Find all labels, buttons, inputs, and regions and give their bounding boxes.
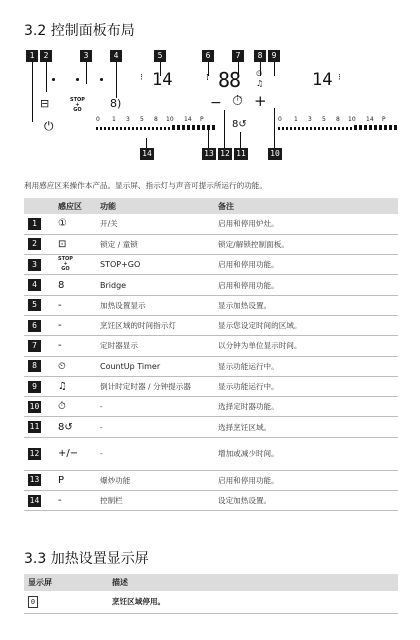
callout-2: 2: [40, 50, 52, 62]
sensor-symbol-cell: [54, 417, 96, 437]
function-cell: 烹饪区域的时间指示灯: [96, 315, 214, 335]
callout-12: 12: [218, 148, 232, 160]
bridge-icon: 8︎): [110, 97, 122, 110]
function-cell: 加热设置显示: [96, 295, 214, 315]
row-number-badge: 10: [29, 401, 40, 411]
row-number-cell: [24, 315, 54, 335]
callout-14: 14: [140, 148, 154, 160]
table-row: [24, 591, 398, 613]
stop-go-icon: STOP + GO: [70, 97, 85, 113]
sensor-symbol-icon: +/−: [58, 448, 79, 460]
sensor-symbol-icon: ⏱: [58, 401, 66, 413]
row-number-badge: 4: [28, 279, 41, 291]
table-row: [24, 275, 398, 295]
sensor-symbol-cell: [54, 356, 96, 376]
note-cell: 增加或减少时间。: [214, 437, 398, 470]
sensor-symbol-cell: [54, 295, 96, 315]
sensor-symbol-icon: ♫: [58, 381, 67, 393]
sensor-symbol-icon: 8↺: [58, 421, 73, 433]
left-zone-dot-icon: ⁝: [140, 73, 143, 83]
sensor-symbol-cell: [54, 315, 96, 335]
sensor-symbol-icon: 8: [58, 279, 65, 291]
row-number-badge: 3: [28, 259, 41, 271]
sensor-symbol-icon: ①: [58, 218, 67, 230]
table-row: [24, 214, 398, 234]
table-row: [24, 376, 398, 396]
callout-11: 11: [234, 148, 248, 160]
note-cell: 启用和停用功能。: [214, 275, 398, 295]
col-note: 备注: [214, 198, 398, 214]
table-row: [24, 356, 398, 376]
plus-icon: +: [254, 92, 267, 110]
sensor-symbol-icon: ⊡: [58, 238, 67, 250]
countup-timer-icon: ⏲: [256, 69, 263, 78]
left-control-bar: 0 1 3 5 8 10 14 P: [96, 116, 224, 136]
col-desc: 描述: [108, 574, 398, 591]
note-cell: 显示功能运行中。: [214, 356, 398, 376]
callout-8: 8: [254, 50, 266, 62]
control-panel-diagram: [22, 48, 398, 160]
row-number-badge: 9: [28, 381, 41, 393]
sensor-symbol-icon: -: [58, 340, 62, 352]
right-zone-display: 14: [312, 70, 333, 90]
row-number-badge: 1: [28, 218, 41, 230]
sensor-symbol-icon: STOP + GO: [58, 256, 73, 273]
table-row: [24, 470, 398, 490]
row-number-cell: [24, 470, 54, 490]
power-icon: ⏻: [44, 119, 54, 133]
note-cell: 以分钟为单位显示时间。: [214, 336, 398, 356]
function-cell: -: [96, 417, 214, 437]
col-function: 功能: [96, 198, 214, 214]
function-cell: STOP+GO: [96, 255, 214, 275]
intro-text: 利用感应区来操作本产品。显示屏、指示灯与声音可提示所运行的功能。: [24, 181, 267, 190]
table-row: [24, 437, 398, 470]
callout-3: 3: [80, 50, 92, 62]
sensor-symbol-icon: P: [58, 474, 65, 486]
row-number-cell: [24, 336, 54, 356]
sensor-symbol-icon: -: [58, 299, 62, 311]
note-cell: 显示您设定时间的区域。: [214, 315, 398, 335]
row-number-badge: 13: [29, 475, 40, 485]
table-row: [24, 255, 398, 275]
right-control-bar: 0 1 3 5 8 10 14 P: [278, 116, 406, 136]
callout-7: 7: [232, 50, 244, 62]
callout-10: 10: [268, 148, 282, 160]
callout-13: 13: [202, 148, 216, 160]
function-cell: Bridge: [96, 275, 214, 295]
sensor-symbol-icon: ⏲: [58, 360, 66, 372]
row-number-badge: 7: [28, 340, 41, 352]
control-table: [24, 198, 398, 511]
sensor-symbol-icon: -: [58, 320, 62, 332]
function-cell: 控制栏: [96, 491, 214, 511]
function-cell: 爆炒功能: [96, 470, 214, 490]
table-row: [24, 417, 398, 437]
sensor-symbol-cell: [54, 491, 96, 511]
table-row: [24, 336, 398, 356]
sensor-symbol-cell: [54, 336, 96, 356]
row-number-badge: 12: [29, 448, 40, 458]
row-number-cell: [24, 491, 54, 511]
row-number-cell: [24, 397, 54, 417]
sensor-symbol-cell: [54, 376, 96, 396]
row-number-cell: [24, 437, 54, 470]
sensor-symbol-cell: [54, 397, 96, 417]
function-cell: -: [96, 397, 214, 417]
row-number-cell: [24, 417, 54, 437]
note-cell: 启用和停用功能。: [214, 255, 398, 275]
row-number-cell: [24, 295, 54, 315]
function-cell: 倒计时定时器 / 分钟提示器: [96, 376, 214, 396]
timer-display: 88: [218, 68, 241, 92]
zone-indicator-icon: ⁞: [206, 73, 209, 83]
sensor-symbol-cell: [54, 234, 96, 254]
callout-4: 4: [110, 50, 122, 62]
row-number-cell: [24, 356, 54, 376]
sensor-symbol-cell: [54, 255, 96, 275]
sensor-symbol-cell: [54, 437, 96, 470]
function-cell: 定时器显示: [96, 336, 214, 356]
sensor-symbol-icon: -: [58, 495, 62, 507]
callout-5: 5: [154, 50, 166, 62]
note-cell: 显示功能运行中。: [214, 376, 398, 396]
timer-icon: ⏱: [232, 93, 243, 109]
row-number-cell: [24, 214, 54, 234]
row-number-cell: [24, 376, 54, 396]
display-header-row: [24, 574, 398, 591]
row-number-badge: 6: [28, 320, 41, 332]
col-sensor: 感应区: [54, 198, 96, 214]
table-row: [24, 234, 398, 254]
minus-icon: −: [210, 95, 222, 111]
callout-6: 6: [202, 50, 214, 62]
function-cell: 开/关: [96, 214, 214, 234]
display-desc-cell: 烹饪区域停用。: [108, 591, 398, 613]
display-symbol-cell: [24, 591, 108, 613]
row-number-badge: 2: [28, 238, 41, 250]
row-number-cell: [24, 255, 54, 275]
callout-1: 1: [26, 50, 38, 62]
row-number-badge: 11: [29, 422, 40, 432]
note-cell: 设定加热设置。: [214, 491, 398, 511]
note-cell: 选择定时器功能。: [214, 397, 398, 417]
section-title-control-panel: 3.2 控制面板布局: [24, 23, 135, 39]
lock-icon: ⊟: [40, 97, 50, 110]
right-zone-dot-icon: ⁝: [338, 73, 341, 83]
sensor-symbol-cell: [54, 214, 96, 234]
note-cell: 选择烹饪区域。: [214, 417, 398, 437]
function-cell: 锁定 / 童锁: [96, 234, 214, 254]
zero-display-icon: 0: [28, 596, 38, 608]
table-row: [24, 491, 398, 511]
row-number-cell: [24, 275, 54, 295]
callout-9: 9: [268, 50, 280, 62]
col-num: [24, 198, 54, 214]
function-cell: -: [96, 437, 214, 470]
sensor-symbol-cell: [54, 275, 96, 295]
row-number-badge: 5: [28, 299, 41, 311]
table-row: [24, 295, 398, 315]
table-row: [24, 397, 398, 417]
note-cell: 显示加热设置。: [214, 295, 398, 315]
section-title-display: 3.3 加热设置显示屏: [24, 551, 149, 567]
note-cell: 启用和停用功能。: [214, 470, 398, 490]
table-header-row: [24, 198, 398, 214]
sensor-symbol-cell: [54, 470, 96, 490]
note-cell: 锁定/解锁控制面板。: [214, 234, 398, 254]
minute-minder-icon: ♫: [256, 79, 264, 88]
left-zone-display: 14: [152, 70, 173, 90]
zone-select-icon: 8↺: [232, 119, 247, 130]
function-cell: CountUp Timer: [96, 356, 214, 376]
row-number-badge: 14: [29, 495, 40, 505]
note-cell: 启用和停用炉灶。: [214, 214, 398, 234]
display-table: [24, 574, 398, 614]
row-number-cell: [24, 234, 54, 254]
row-number-badge: 8: [28, 360, 41, 372]
table-row: [24, 315, 398, 335]
col-display: 显示屏: [24, 574, 108, 591]
